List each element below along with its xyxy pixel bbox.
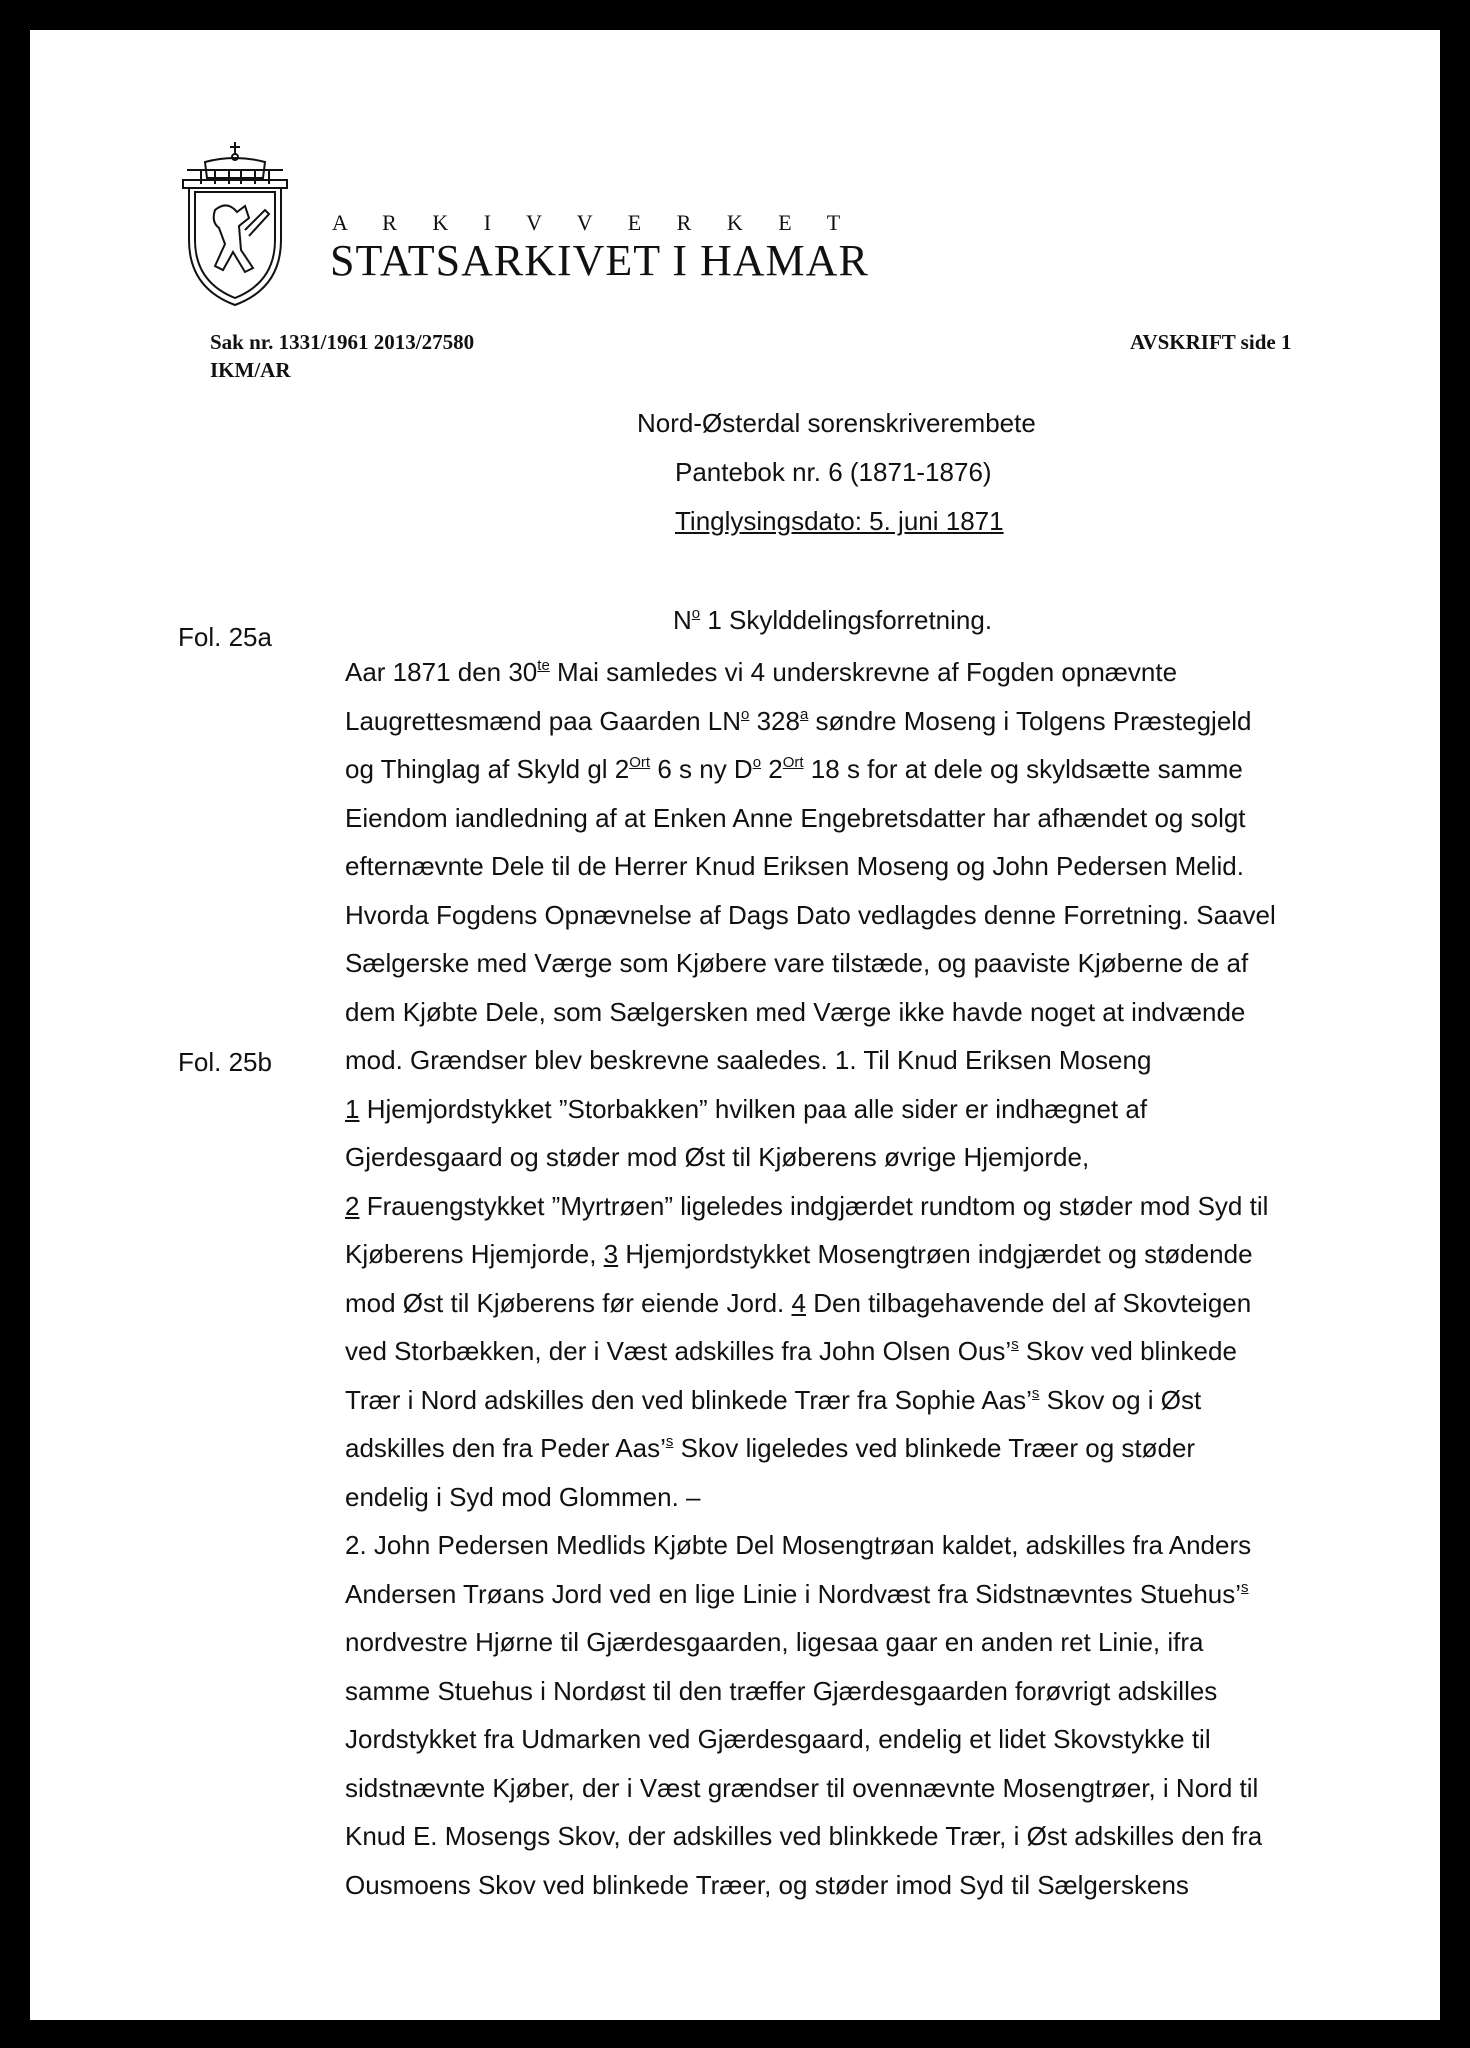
superscript: a bbox=[799, 705, 809, 723]
text-segment: Hjemjordstykket ”Storbakken” hvilken paa alle sider er indhægnet af bbox=[359, 1093, 1148, 1124]
superscript: Ort bbox=[629, 754, 651, 771]
text-line bbox=[345, 794, 1276, 843]
superscript: o bbox=[741, 705, 750, 723]
text-segment: nordvestre Hjørne til Gjærdesgaarden, ligesaa gaar en anden ret Linie, ifra bbox=[345, 1627, 1204, 1657]
initials: IKM/AR bbox=[210, 358, 291, 382]
text-segment: Den tilbagehavende del af Skovteigen bbox=[805, 1287, 1252, 1318]
text-line bbox=[345, 1521, 1276, 1570]
text-line bbox=[345, 1812, 1276, 1861]
text-segment: mod. Grændser blev beskrevne saaledes. 1. Til Knud Eriksen Moseng bbox=[345, 1045, 1152, 1075]
text-segment: Skov og i Øst bbox=[1039, 1384, 1202, 1415]
text-segment: Hjemjordstykket Mosengtrøen indgjærdet og stødende bbox=[618, 1239, 1253, 1269]
text-line bbox=[345, 1376, 1276, 1425]
text-line bbox=[345, 1667, 1276, 1716]
text-segment: efternævnte Dele til de Herrer Knud Eriksen Moseng og John Pedersen Melid. bbox=[345, 851, 1244, 881]
copy-label: AVSKRIFT side 1 bbox=[1130, 330, 1292, 354]
text-line bbox=[345, 1861, 1276, 1910]
text-line bbox=[345, 1473, 1276, 1522]
text-line bbox=[345, 1085, 1276, 1134]
text-segment: 2. John Pedersen Medlids Kjøbte Del Mosengtrøan kaldet, adskilles fra Anders bbox=[345, 1530, 1252, 1560]
text-segment: Knud E. Mosengs Skov, der adskilles ved blinkkede Trær, i Øst adskilles den fra bbox=[345, 1821, 1263, 1851]
item-number: 4 bbox=[791, 1287, 806, 1318]
superscript: s bbox=[1031, 1384, 1040, 1402]
title-prefix: N bbox=[673, 605, 692, 635]
text-segment: Trær i Nord adskilles den ved blinkede Trær fra Sophie Aas’ bbox=[345, 1384, 1032, 1415]
text-segment: Skov ved blinkede bbox=[1018, 1336, 1237, 1366]
archive-title: STATSARKIVET I HAMAR bbox=[330, 236, 869, 285]
text-segment: mod Øst til Kjøberens før eiende Jord. bbox=[345, 1287, 792, 1318]
folio-25b: Fol. 25b bbox=[178, 1047, 272, 1077]
item-number: 1 bbox=[345, 1093, 360, 1124]
text-segment: samme Stuehus i Nordøst til den træffer Gjærdesgaarden forøvrigt adskilles bbox=[345, 1675, 1218, 1706]
registration-date: Tinglysingsdato: 5. juni 1871 bbox=[675, 506, 1004, 536]
text-line bbox=[345, 697, 1276, 746]
item-number: 3 bbox=[603, 1239, 619, 1269]
superscript: s bbox=[1011, 1336, 1019, 1353]
text-line bbox=[345, 648, 1276, 697]
text-segment: Eiendom iandledning af at Enken Anne Engebretsdatter har afhændet og solgt bbox=[345, 802, 1246, 833]
text-segment: Mai samledes vi 4 underskrevne af Fogden opnævnte bbox=[549, 657, 1178, 687]
book-reference: Pantebok nr. 6 (1871-1876) bbox=[675, 457, 992, 487]
text-segment: dem Kjøbte Dele, som Sælgersken med Værge ikke havde noget at indvænde bbox=[345, 996, 1246, 1027]
text-line bbox=[345, 1230, 1276, 1279]
superscript: s bbox=[665, 1433, 674, 1450]
text-segment: sidstnævnte Kjøber, der i Væst grændser til ovennævnte Mosengtrøer, i Nord til bbox=[345, 1772, 1259, 1803]
superscript: te bbox=[537, 657, 550, 674]
text-segment: Hvorda Fogdens Opnævnelse af Dags Dato vedlagdes denne Forretning. Saavel bbox=[345, 899, 1276, 930]
text-segment: søndre Moseng i Tolgens Præstegjeld bbox=[808, 705, 1252, 736]
text-segment: 2 bbox=[761, 754, 783, 784]
office-name: Nord-Østerdal sorenskriverembete bbox=[637, 408, 1036, 438]
text-line bbox=[345, 842, 1276, 891]
text-line bbox=[345, 1327, 1276, 1376]
text-segment: Sælgerske med Værge som Kjøbere vare tilstæde, og paaviste Kjøberne de af bbox=[345, 948, 1249, 978]
text-line bbox=[345, 1618, 1276, 1667]
superscript: s bbox=[1241, 1578, 1249, 1596]
text-segment: Skov ligeledes ved blinkede Træer og støder bbox=[673, 1433, 1196, 1463]
text-line bbox=[345, 1036, 1276, 1085]
text-line bbox=[345, 1182, 1276, 1231]
text-line bbox=[345, 1715, 1276, 1764]
text-line bbox=[345, 1133, 1276, 1182]
folio-25a: Fol. 25a bbox=[178, 622, 272, 652]
text-segment: Jordstykket fra Udmarken ved Gjærdesgaard, endelig et lidet Skovstykke til bbox=[345, 1724, 1211, 1754]
text-line bbox=[345, 1570, 1276, 1619]
entry-title bbox=[673, 605, 992, 636]
text-segment: Kjøberens Hjemjorde, bbox=[345, 1239, 604, 1269]
text-line bbox=[345, 1424, 1276, 1473]
text-line bbox=[345, 1279, 1276, 1328]
archive-subtitle: A R K I V V E R K E T bbox=[332, 210, 856, 235]
superscript: Ort bbox=[782, 754, 804, 771]
text-segment: 328 bbox=[749, 705, 800, 736]
norwegian-coat-of-arms-icon bbox=[175, 140, 295, 310]
text-segment: og Thinglag af Skyld gl 2 bbox=[345, 754, 630, 784]
transcription-body bbox=[345, 648, 1276, 1909]
text-segment: Aar 1871 den 30 bbox=[345, 657, 538, 687]
case-number: Sak nr. 1331/1961 2013/27580 bbox=[210, 330, 475, 354]
superscript: o bbox=[752, 754, 762, 771]
text-line bbox=[345, 745, 1276, 794]
text-line bbox=[345, 939, 1276, 988]
text-segment: Andersen Trøans Jord ved en lige Linie i Nordvæst fra Sidstnævntes Stuehus’ bbox=[345, 1578, 1242, 1609]
text-segment: Frauengstykket ”Myrtrøen” ligeledes indgjærdet rundtom og støder mod Syd til bbox=[359, 1190, 1269, 1221]
text-line bbox=[345, 891, 1276, 940]
text-segment: adskilles den fra Peder Aas’ bbox=[345, 1433, 666, 1463]
text-segment: endelig i Syd mod Glommen. – bbox=[345, 1481, 701, 1512]
text-line bbox=[345, 988, 1276, 1037]
text-segment: Ousmoens Skov ved blinkede Træer, og støder imod Syd til Sælgerskens bbox=[345, 1869, 1189, 1900]
document-page bbox=[30, 30, 1440, 2020]
text-segment: Gjerdesgaard og støder mod Øst til Kjøberens øvrige Hjemjorde, bbox=[345, 1142, 1090, 1172]
title-sup: o bbox=[691, 605, 701, 622]
item-number: 2 bbox=[345, 1190, 360, 1221]
text-segment: 6 s ny D bbox=[650, 754, 753, 784]
title-rest: 1 Skylddelingsforretning. bbox=[700, 605, 993, 635]
text-segment: ved Storbækken, der i Væst adskilles fra John Olsen Ous’ bbox=[345, 1336, 1012, 1366]
text-segment: 18 s for at dele og skyldsætte samme bbox=[803, 754, 1243, 784]
text-segment: Laugrettesmænd paa Gaarden LN bbox=[345, 705, 742, 736]
text-line bbox=[345, 1764, 1276, 1813]
